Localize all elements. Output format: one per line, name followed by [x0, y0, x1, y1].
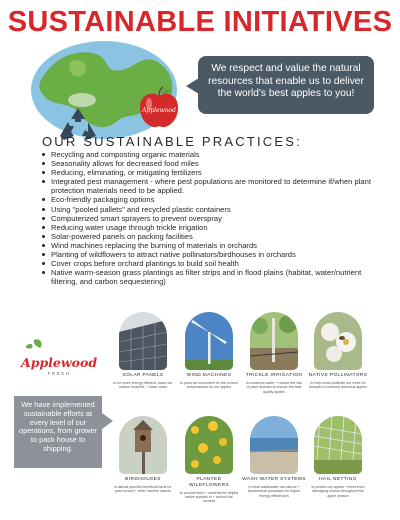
trickle-irrigation-photo: [250, 312, 298, 370]
quote-box: We respect and value the natural resources that enable us to deliver the world's best apples to you!: [198, 56, 374, 114]
card-wash-water-systems: [242, 416, 306, 498]
list-item: Eco-friendly packaging options: [42, 195, 387, 204]
card-birdhouses: [111, 416, 175, 494]
practices-heading: OUR SUSTAINABLE PRACTICES:: [42, 134, 302, 149]
card-title: NATIVE POLLINATORS: [308, 373, 368, 378]
card-title: TRICKLE IRRIGATION: [245, 373, 303, 378]
card-trickle-irrigation: [242, 312, 306, 394]
list-item: Solar-powered panels on packing facilities: [42, 232, 387, 241]
card-desc: to treat wastewater via natural + biochemical processes for higher energy efficiencies: [247, 484, 301, 498]
card-desc: to attract specific beneficial birds for pest control + other harmful insects: [114, 484, 172, 494]
planted-wildflowers-photo: [185, 416, 233, 474]
native-pollinators-photo: [314, 312, 362, 370]
card-desc: to conserve water + reduce the risk of plant disease to ensure the best quality apples: [245, 380, 303, 394]
operations-callout: We have implemented sustainable efforts at every level of our operations, from grower to pack house to shipping.: [14, 396, 102, 468]
card-title: WIND MACHINES: [186, 373, 232, 378]
card-wind-machines: [177, 312, 241, 390]
list-item: Recycling and composting organic materials: [42, 150, 387, 159]
solar-panels-photo: [119, 312, 167, 370]
brand-name: Applewood: [21, 355, 98, 370]
apple-icon: [137, 86, 181, 130]
card-desc: to be more energy efficient, lower our carbon footprint, + lower costs: [113, 380, 173, 390]
card-title: WASH WATER SYSTEMS: [242, 477, 306, 482]
card-desc: to provide food + nutrients for helpful native species in + around the orchard: [179, 490, 239, 504]
page-title: SUSTAINABLE INITIATIVES: [7, 6, 393, 38]
card-title: BIRDHOUSES: [125, 477, 161, 482]
list-item: Wind machines replacing the burning of materials in orchards: [42, 241, 387, 250]
card-desc: to help cross-pollinate our trees for blossom to become delicious apples: [309, 380, 367, 390]
apple-label: Applewood: [142, 107, 176, 114]
wash-water-systems-photo: [250, 416, 298, 474]
wind-machines-photo: [185, 312, 233, 370]
card-planted-wildflowers: [177, 416, 241, 504]
card-title: HAIL NETTING: [319, 477, 357, 482]
list-item: Seasonality allows for decreased food miles: [42, 159, 387, 168]
list-item: Reducing water usage through trickle irrigation: [42, 223, 387, 232]
birdhouses-photo: [119, 416, 167, 474]
list-item: Reducing, eliminating, or mitigating fertilizers: [42, 168, 387, 177]
card-native-pollinators: [306, 312, 370, 390]
list-item: Computerized smart sprayers to prevent overspray: [42, 214, 387, 223]
list-item: Integrated pest management - where pest populations are monitored to determine if/when plant protection materials need to be applied.: [42, 177, 387, 195]
card-desc: to protect our apples + trees from damaging storms throughout the apple season: [311, 484, 365, 498]
card-hail-netting: [306, 416, 370, 498]
hail-netting-photo: [314, 416, 362, 474]
card-title: PLANTED WILDFLOWERS: [188, 477, 230, 488]
card-desc: to push air movement for the correct temperatures for our apples: [180, 380, 238, 390]
card-title: SOLAR PANELS: [122, 373, 164, 378]
list-item: Cover crops before orchard plantings to build soil health: [42, 259, 387, 268]
list-item: Planting of wildflowers to attract native pollinators/birdhouses in orchards: [42, 250, 387, 259]
list-item: Using "pooled pallets" and recycled plastic containers: [42, 205, 387, 214]
brand-tagline: FRESH: [47, 371, 71, 376]
card-solar-panels: [111, 312, 175, 390]
list-item: Native warm-season grass plantings as filter strips and in flood plains (habitat, water/nutrient filtering, and carbon sequestering): [42, 268, 387, 286]
practices-list: [42, 150, 387, 286]
